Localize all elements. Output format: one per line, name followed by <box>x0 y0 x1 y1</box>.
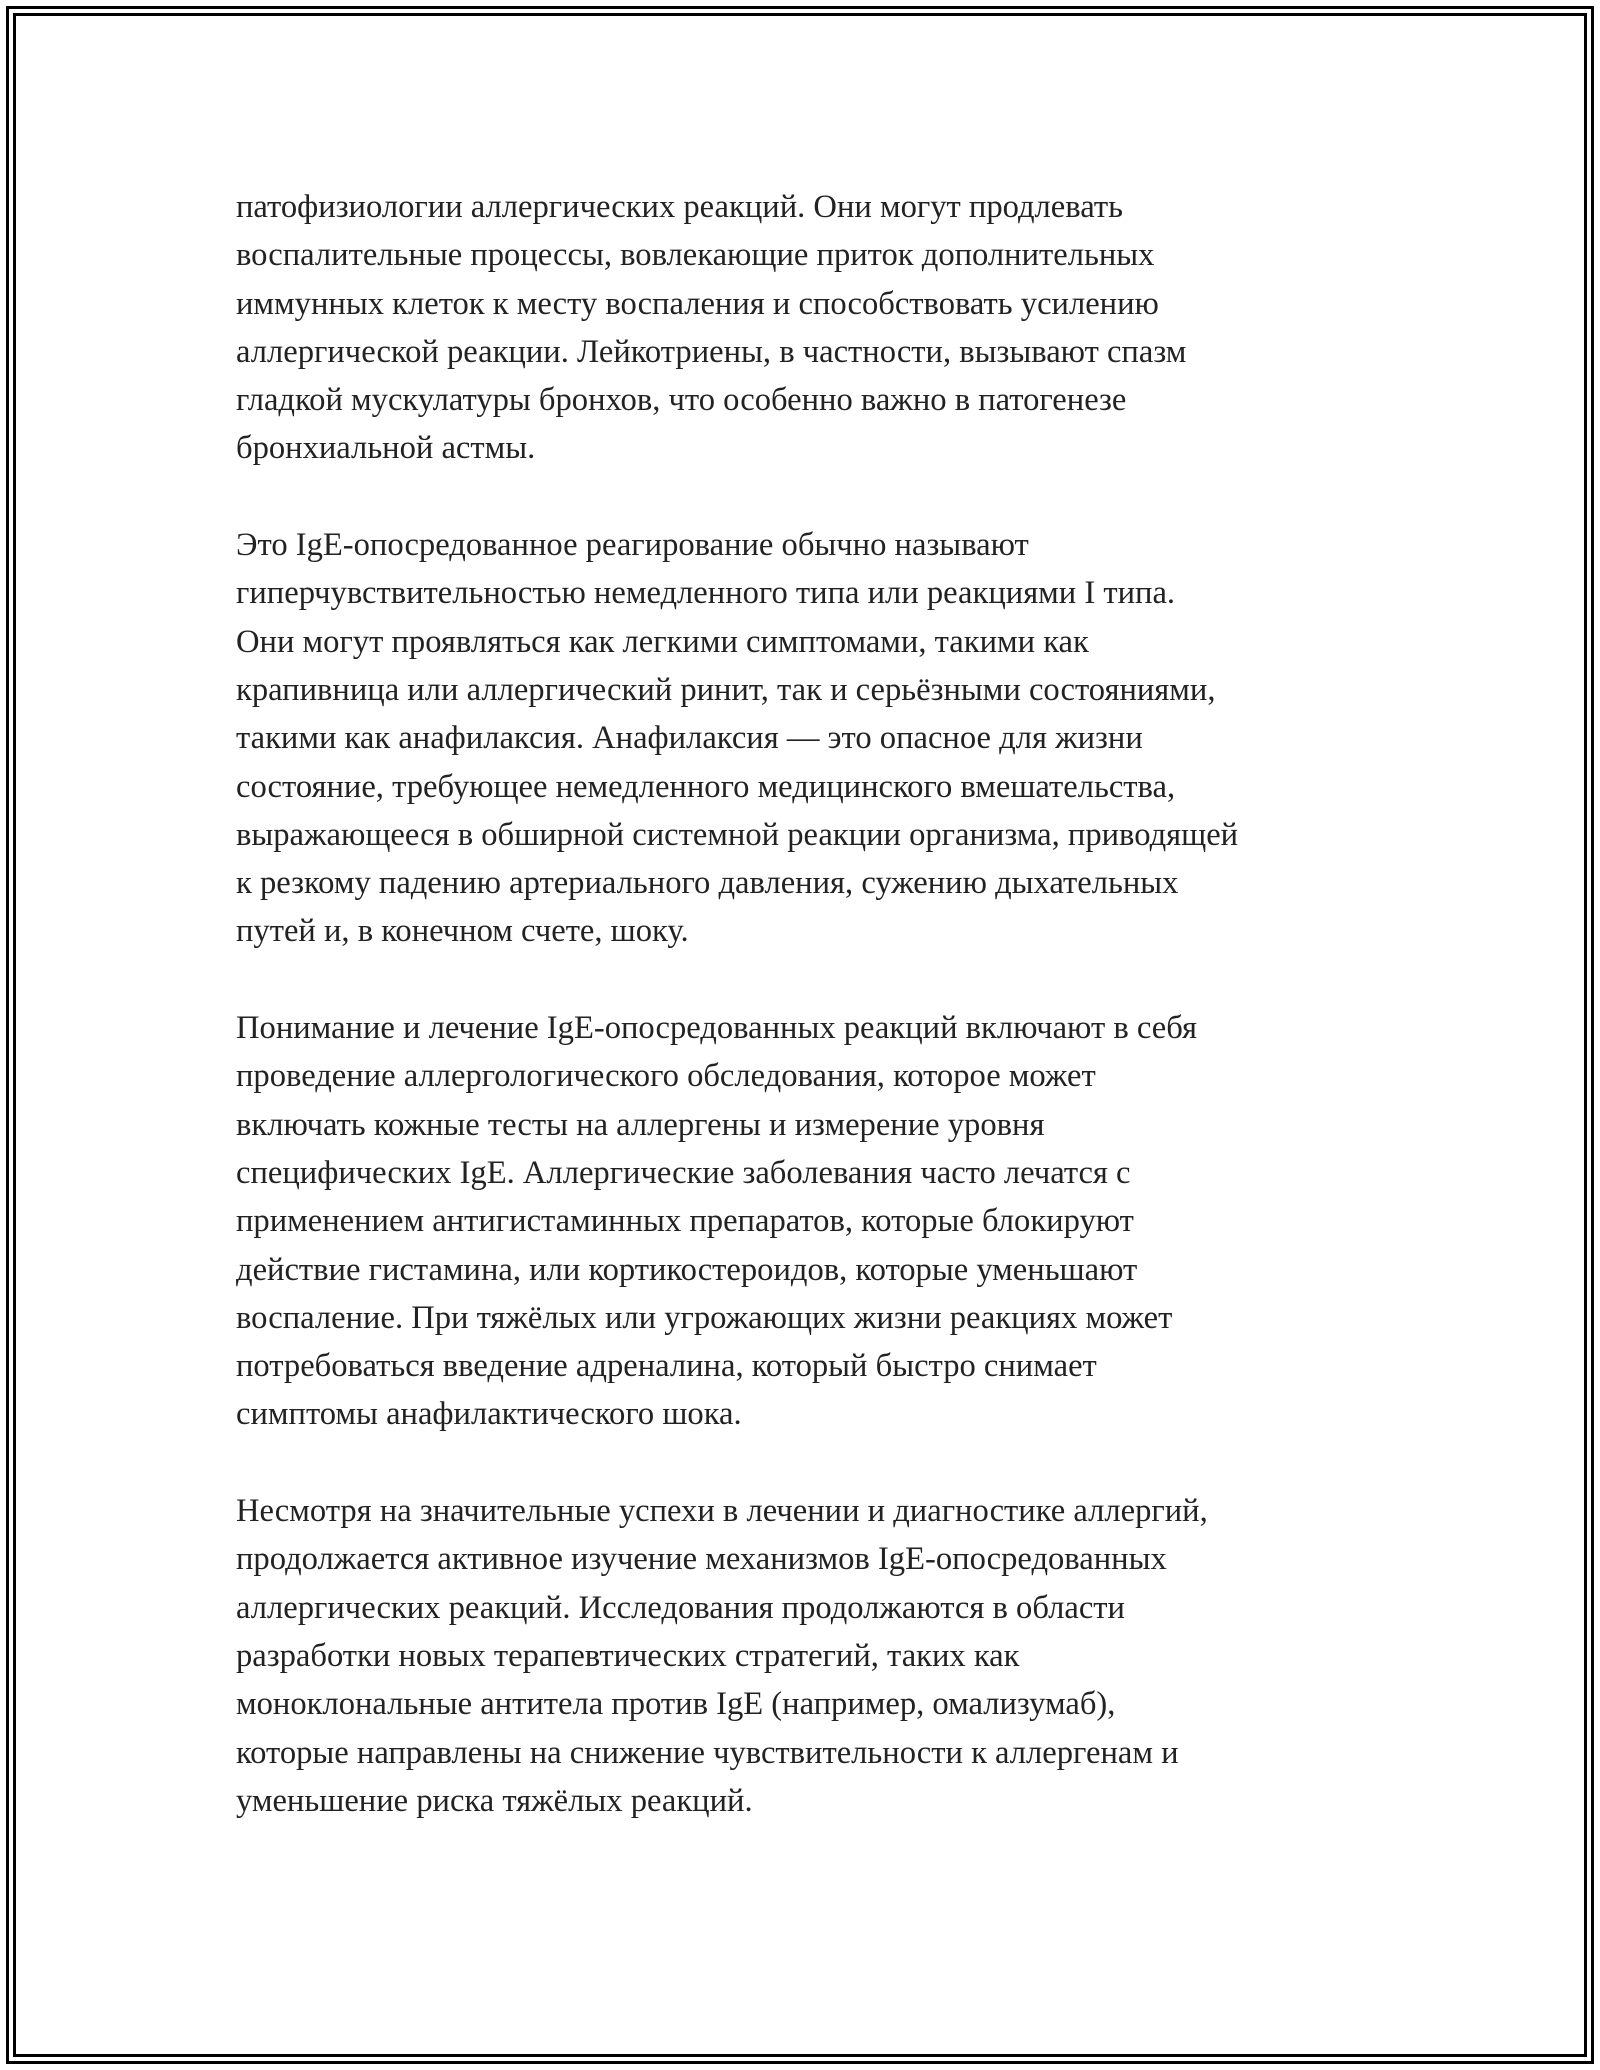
document-body <box>236 183 1386 1873</box>
text-line: аллергических реакций. Исследования продолжаются в области <box>236 1589 1125 1626</box>
paragraph-1 <box>236 183 1386 473</box>
paragraph-2 <box>236 521 1386 956</box>
text-line: моноклональные антитела против IgE (например, омализумаб), <box>236 1686 1116 1723</box>
text-line: Понимание и лечение IgE-опосредованных реакций включают в себя <box>236 1010 1197 1047</box>
text-line: воспалительные процессы, вовлекающие приток дополнительных <box>236 237 1155 274</box>
paragraph-4 <box>236 1487 1386 1825</box>
text-line: Это IgE-опосредованное реагирование обычно называют <box>236 527 1029 564</box>
text-line: такими как анафилаксия. Анафилаксия — это опасное для жизни <box>236 720 1143 757</box>
text-line: аллергической реакции. Лейкотриены, в частности, вызывают спазм <box>236 333 1187 370</box>
text-line: уменьшение риска тяжёлых реакций. <box>236 1782 753 1819</box>
text-line: крапивница или аллергический ринит, так и серьёзными состояниями, <box>236 671 1216 708</box>
text-line: специфических IgE. Аллергические заболевания часто лечатся с <box>236 1154 1131 1191</box>
text-line: гладкой мускулатуры бронхов, что особенно важно в патогенезе <box>236 382 1127 419</box>
text-line: симптомы анафилактического шока. <box>236 1396 742 1433</box>
text-line: путей и, в конечном счете, шоку. <box>236 913 689 950</box>
text-line: к резкому падению артериального давления, сужению дыхательных <box>236 865 1179 902</box>
paragraph-3 <box>236 1004 1386 1439</box>
text-line: которые направлены на снижение чувствительности к аллергенам и <box>236 1734 1179 1771</box>
text-line: применением антигистаминных препаратов, которые блокируют <box>236 1203 1134 1240</box>
text-line: Они могут проявляться как легкими симптомами, такими как <box>236 623 1089 660</box>
text-line: действие гистамина, или кортикостероидов, которые уменьшают <box>236 1251 1138 1288</box>
text-line: продолжается активное изучение механизмов IgE-опосредованных <box>236 1541 1167 1578</box>
text-line: разработки новых терапевтических стратегий, таких как <box>236 1637 1020 1674</box>
text-line: включать кожные тесты на аллергены и измерение уровня <box>236 1106 1045 1143</box>
text-line: гиперчувствительностью немедленного типа или реакциями I типа. <box>236 575 1176 612</box>
text-line: Несмотря на значительные успехи в лечении и диагностике аллергий, <box>236 1493 1208 1530</box>
text-line: патофизиологии аллергических реакций. Они могут продлевать <box>236 189 1123 225</box>
text-line: иммунных клеток к месту воспаления и способствовать усилению <box>236 285 1159 322</box>
text-line: проведение аллергологического обследования, которое может <box>236 1058 1096 1095</box>
text-line: выражающееся в обширной системной реакции организма, приводящей <box>236 816 1239 853</box>
text-line: воспаление. При тяжёлых или угрожающих жизни реакциях может <box>236 1299 1173 1336</box>
text-line: бронхиальной астмы. <box>236 430 536 467</box>
text-line: состояние, требующее немедленного медицинского вмешательства, <box>236 768 1176 805</box>
text-line: потребоваться введение адреналина, который быстро снимает <box>236 1348 1097 1385</box>
